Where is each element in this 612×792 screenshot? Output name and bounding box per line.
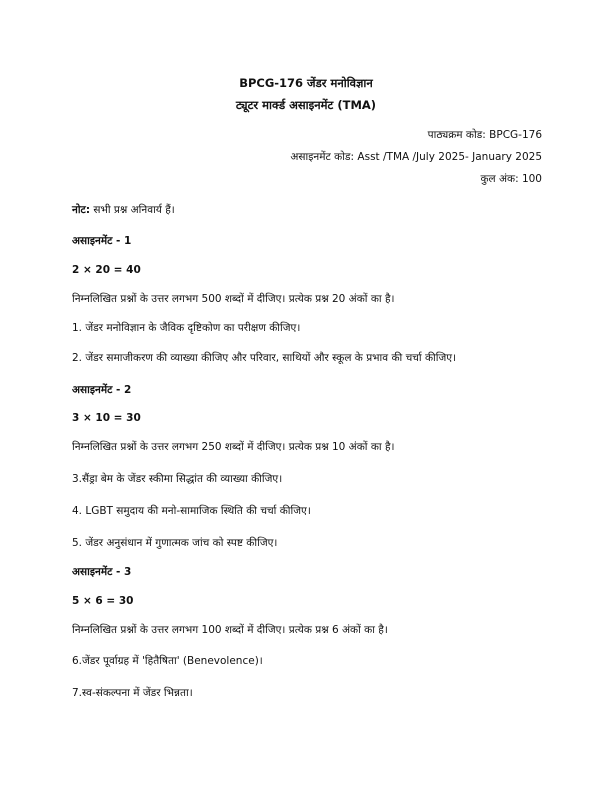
note-label: नोट: xyxy=(72,204,91,216)
section-marks: 3 × 10 = 30 xyxy=(72,412,141,424)
total-marks: कुल अंक: 100 xyxy=(480,173,542,185)
section-instruction: निम्नलिखित प्रश्नों के उत्तर लगभग 250 शब्दों में दीजिए। प्रत्येक प्रश्न 10 अंकों का है। xyxy=(72,441,395,453)
section-heading: असाइनमेंट - 1 xyxy=(72,235,132,247)
section-marks: 5 × 6 = 30 xyxy=(72,595,134,607)
question-item: 4. LGBT समुदाय की मनो-सामाजिक स्थिति की चर्चा कीजिए। xyxy=(72,505,311,517)
course-code: पाठ्यक्रम कोड: BPCG-176 xyxy=(427,129,542,141)
question-item: 1. जेंडर मनोविज्ञान के जैविक दृष्टिकोण का परीक्षण कीजिए। xyxy=(72,322,301,334)
section-heading: असाइनमेंट - 3 xyxy=(72,566,132,578)
section-instruction: निम्नलिखित प्रश्नों के उत्तर लगभग 100 शब्दों में दीजिए। प्रत्येक प्रश्न 6 अंकों का है। xyxy=(72,624,388,636)
question-item: 5. जेंडर अनुसंधान में गुणात्मक जांच को स्पष्ट कीजिए। xyxy=(72,537,278,549)
note-line xyxy=(72,203,175,217)
question-item: 2. जेंडर समाजीकरण की व्याख्या कीजिए और परिवार, साथियों और स्कूल के प्रभाव की चर्चा कीजिए। xyxy=(72,352,457,364)
section-heading: असाइनमेंट - 2 xyxy=(72,384,132,396)
question-item: 7.स्व-संकल्पना में जेंडर भिन्नता। xyxy=(72,687,193,699)
course-title: BPCG-176 जेंडर मनोविज्ञान xyxy=(239,76,373,90)
question-item: 3.सैंड्रा बेम के जेंडर स्कीमा सिद्धांत की व्याख्या कीजिए। xyxy=(72,473,283,485)
section-instruction: निम्नलिखित प्रश्नों के उत्तर लगभग 500 शब्दों में दीजिए। प्रत्येक प्रश्न 20 अंकों का है। xyxy=(72,293,395,305)
question-item: 6.जेंडर पूर्वाग्रह में 'हितैषिता' (Benevolence)। xyxy=(72,655,263,667)
document-subtitle: ट्यूटर मार्क्ड असाइनमेंट (TMA) xyxy=(235,98,377,112)
section-marks: 2 × 20 = 40 xyxy=(72,264,141,276)
note-text: सभी प्रश्न अनिवार्य हैं। xyxy=(90,204,175,216)
assignment-code: असाइनमेंट कोड: Asst /TMA /July 2025- January 2025 xyxy=(290,151,542,163)
